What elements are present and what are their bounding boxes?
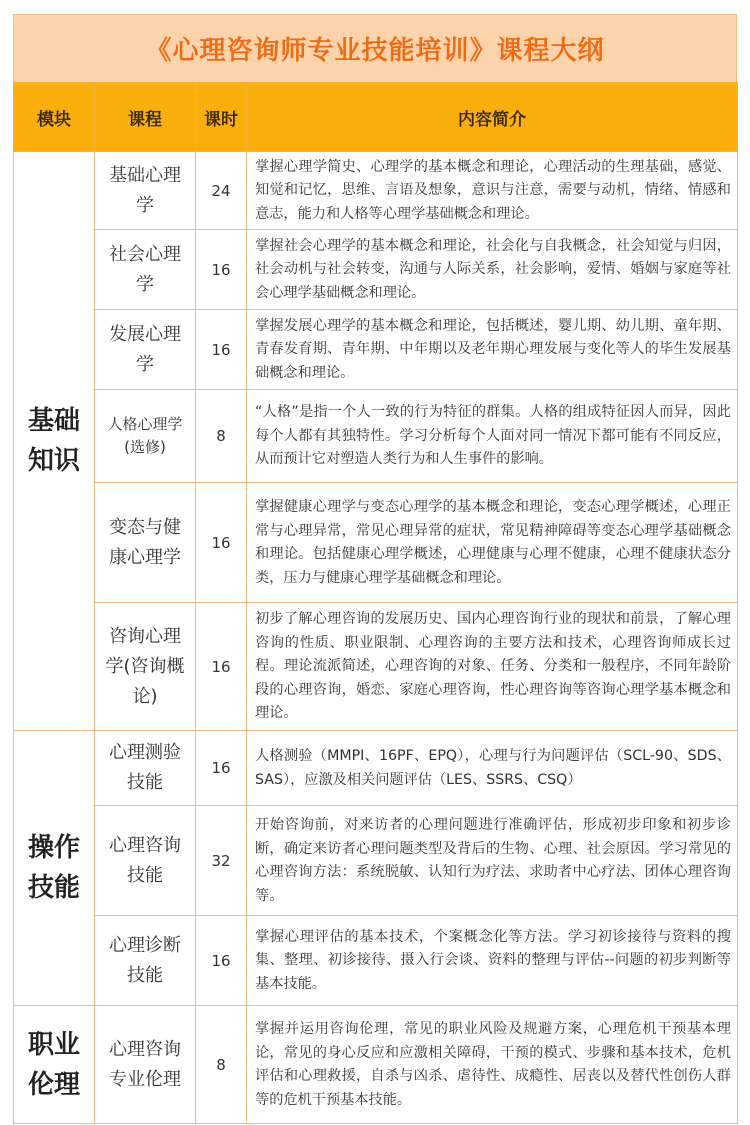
- course-description: 掌握健康心理学与变态心理学的基本概念和理论，变态心理学概述，心理正常与心理异常，常见心理异常的症状，常见精神障碍等变态心理学基础概念和理论。包括健康心理学概述，心理健康与心理不健康，心理不健康状态分类，压力与健康心理学基础概念和理论。: [247, 483, 738, 603]
- page-title: 《心理咨询师专业技能培训》课程大纲: [13, 14, 737, 82]
- course-name: 基础心理学: [95, 152, 196, 230]
- course-hours: 16: [196, 483, 247, 603]
- course-hours: 16: [196, 731, 247, 806]
- table-row: [14, 916, 738, 1006]
- header-course: 课程: [95, 83, 196, 152]
- module-operational-skills: 操作技能: [14, 731, 95, 1006]
- course-hours: 16: [196, 916, 247, 1006]
- table-row: [14, 310, 738, 390]
- header-module: 模块: [14, 83, 95, 152]
- course-hours: 8: [196, 390, 247, 483]
- course-name: 咨询心理学(咨询概论): [95, 603, 196, 731]
- module-basic-knowledge: 基础知识: [14, 152, 95, 731]
- syllabus-table: [13, 82, 738, 1124]
- course-description: 掌握心理评估的基本技术，个案概念化等方法。学习初诊接待与资料的搜集、整理、初诊接待、摄入行会谈、资料的整理与评估--问题的初步判断等基本技能。: [247, 916, 738, 1006]
- course-description: 掌握并运用咨询伦理，常见的职业风险及规避方案，心理危机干预基本理论，常见的身心反应和应激相关障碍，干预的模式、步骤和基本技术，危机评估和心理救援，自杀与凶杀、虐待性、成瘾性、居丧以及替代性创伤人群等的危机干预基本技能。: [247, 1006, 738, 1124]
- course-description: 人格测验（MMPI、16PF、EPQ），心理与行为问题评估（SCL-90、SDS、SAS），应激及相关问题评估（LES、SSRS、CSQ）: [247, 731, 738, 806]
- course-name: 变态与健康心理学: [95, 483, 196, 603]
- table-row: [14, 152, 738, 230]
- module-professional-ethics: 职业伦理: [14, 1006, 95, 1124]
- table-row: [14, 806, 738, 916]
- course-hours: 16: [196, 230, 247, 310]
- table-header-row: [14, 83, 738, 152]
- table-row: [14, 390, 738, 483]
- table-row: [14, 230, 738, 310]
- course-hours: 32: [196, 806, 247, 916]
- course-description: 初步了解心理咨询的发展历史、国内心理咨询行业的现状和前景，了解心理咨询的性质、职业限制、心理咨询的主要方法和技术，心理咨询师成长过程。理论流派简述，心理咨询的对象、任务、分类和一般程序，不同年龄阶段的心理咨询，婚恋、家庭心理咨询，性心理咨询等咨询心理学基本概念和理论。: [247, 603, 738, 731]
- course-name: 心理咨询专业伦理: [95, 1006, 196, 1124]
- course-name: 心理咨询技能: [95, 806, 196, 916]
- course-description: “人格”是指一个人一致的行为特征的群集。人格的组成特征因人而异，因此每个人都有其独特性。学习分析每个人面对同一情况下都可能有不同反应，从而预计它对塑造人类行为和人生事件的影响。: [247, 390, 738, 483]
- course-description: 开始咨询前，对来访者的心理问题进行准确评估，形成初步印象和初步诊断，确定来访者心理问题类型及背后的生物、心理、社会原因。学习常见的心理咨询方法：系统脱敏、认知行为疗法、求助者中心疗法、团体心理咨询等。: [247, 806, 738, 916]
- header-description: 内容简介: [247, 83, 738, 152]
- header-hours: 课时: [196, 83, 247, 152]
- course-name: 社会心理学: [95, 230, 196, 310]
- course-description: 掌握发展心理学的基本概念和理论，包括概述，婴儿期、幼儿期、童年期、青春发育期、青年期、中年期以及老年期心理发展与变化等人的毕生发展基础概念和理论。: [247, 310, 738, 390]
- course-description: 掌握社会心理学的基本概念和理论，社会化与自我概念，社会知觉与归因，社会动机与社会转变，沟通与人际关系，社会影响，爱情、婚姻与家庭等社会心理学基础概念和理论。: [247, 230, 738, 310]
- course-name: 心理诊断技能: [95, 916, 196, 1006]
- table-row: [14, 603, 738, 731]
- table-row: [14, 731, 738, 806]
- table-row: [14, 1006, 738, 1124]
- course-hours: 8: [196, 1006, 247, 1124]
- course-hours: 16: [196, 310, 247, 390]
- course-hours: 16: [196, 603, 247, 731]
- course-description: 掌握心理学简史、心理学的基本概念和理论，心理活动的生理基础，感觉、知觉和记忆，思维、言语及想象，意识与注意，需要与动机，情绪、情感和意志，能力和人格等心理学基础概念和理论。: [247, 152, 738, 230]
- course-hours: 24: [196, 152, 247, 230]
- course-name: 心理测验技能: [95, 731, 196, 806]
- course-name: 发展心理学: [95, 310, 196, 390]
- table-row: [14, 483, 738, 603]
- course-name: 人格心理学(选修): [95, 390, 196, 483]
